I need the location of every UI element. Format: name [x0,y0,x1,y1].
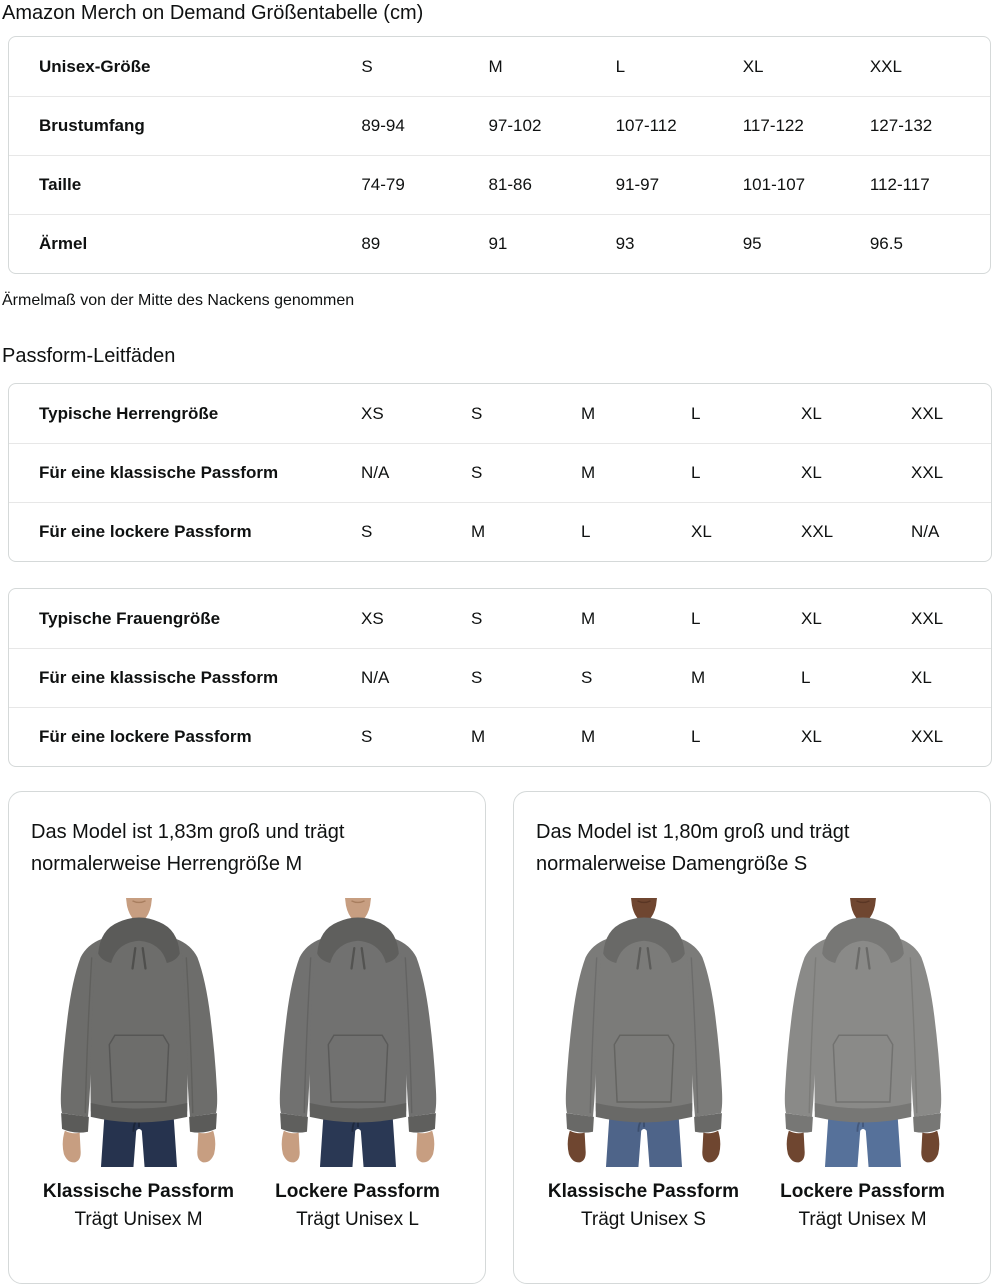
table-row [9,707,991,766]
measurement-cell: 91-97 [609,155,736,214]
size-cell: N/A [331,443,441,502]
table-row [9,155,990,214]
size-cell: XXL [771,502,881,561]
size-cell: XL [771,707,881,766]
size-cell: S [331,707,441,766]
row-label: Für eine klassische Passform [9,443,331,502]
size-cell: L [551,502,661,561]
row-label: Für eine klassische Passform [9,648,331,707]
female-model-classic-fit-photo [542,898,746,1167]
size-column-header: L [691,403,701,423]
size-column-header: M [581,608,596,628]
fit-label: Klassische Passform [547,1181,740,1202]
size-column-header: XL [801,608,822,628]
size-cell: M [441,707,551,766]
size-column-header: M [488,56,503,76]
table-row [9,502,991,561]
size-cell: L [661,443,771,502]
size-cell: XXL [881,707,991,766]
size-column-header: XS [361,608,384,628]
page-title: Amazon Merch on Demand Größentabelle (cm) [2,2,424,24]
size-column-header: S [361,56,373,76]
table-row [9,648,991,707]
model-figures [29,898,467,1235]
size-cell: XL [881,648,991,707]
table-row [9,96,990,155]
size-cell: N/A [881,502,991,561]
measurement-cell: 95 [736,214,863,273]
womens-model-card [513,791,991,1284]
table-header-row [9,589,991,648]
measurement-cell: 74-79 [354,155,481,214]
row-label: Unisex-Größe [39,56,151,76]
row-label: Typische Frauengröße [39,608,221,628]
size-column-header: XL [801,403,822,423]
measurement-cell: 112-117 [863,155,990,214]
size-cell: S [331,502,441,561]
mens-fit-guide-table [8,383,992,562]
worn-size-label: Trägt Unisex S [581,1209,706,1230]
male-model-classic-fit-photo [37,898,241,1167]
model-description: Das Model ist 1,80m groß und trägt normalerweise Damengröße S [536,821,850,875]
unisex-size-table [8,36,991,274]
worn-size-label: Trägt Unisex M [74,1209,203,1230]
table-header-row [9,37,990,96]
measurement-cell: 81-86 [481,155,608,214]
measurement-cell: 89-94 [354,96,481,155]
measurement-cell: 127-132 [863,96,990,155]
size-column-header: L [691,608,701,628]
row-label: Taille [9,155,354,214]
size-cell: M [441,502,551,561]
row-label: Für eine lockere Passform [9,707,331,766]
model-figure-classic-fit [29,898,248,1235]
measurement-cell: 91 [481,214,608,273]
table-row [9,214,990,273]
size-cell: XL [771,443,881,502]
sleeve-measurement-note: Ärmelmaß von der Mitte des Nackens genommen [2,292,355,309]
size-column-header: XL [742,56,764,76]
size-cell: M [551,443,661,502]
model-figures [534,898,972,1235]
model-cards [8,791,997,1284]
size-cell: S [551,648,661,707]
fit-label: Lockere Passform [275,1181,440,1202]
size-cell: S [441,648,551,707]
size-cell: L [771,648,881,707]
measurement-cell: 101-107 [736,155,863,214]
size-column-header: S [471,403,483,423]
fit-label: Klassische Passform [42,1181,235,1202]
male-model-loose-fit-photo [256,898,460,1167]
measurement-cell: 89 [354,214,481,273]
fit-guides-heading: Passform-Leitfäden [2,345,176,367]
size-column-header: XXL [911,403,944,423]
size-column-header: L [615,56,626,76]
size-column-header: XXL [869,56,902,76]
size-column-header: XXL [911,608,944,628]
model-figure-loose-fit [753,898,972,1235]
size-cell: L [661,707,771,766]
table-header-row [9,384,991,443]
female-model-loose-fit-photo [761,898,965,1167]
row-label: Für eine lockere Passform [9,502,331,561]
size-cell: S [441,443,551,502]
worn-size-label: Trägt Unisex M [798,1209,927,1230]
size-column-header: M [581,403,596,423]
measurement-cell: 93 [609,214,736,273]
row-label: Ärmel [9,214,354,273]
size-column-header: XS [361,403,384,423]
measurement-cell: 96.5 [863,214,990,273]
size-cell: XXL [881,443,991,502]
size-cell: M [661,648,771,707]
measurement-cell: 117-122 [736,96,863,155]
worn-size-label: Trägt Unisex L [296,1209,419,1230]
row-label: Typische Herrengröße [39,403,219,423]
measurement-cell: 107-112 [609,96,736,155]
fit-label: Lockere Passform [780,1181,945,1202]
mens-model-card [8,791,486,1284]
table-row [9,443,991,502]
size-column-header: S [471,608,483,628]
model-figure-loose-fit [248,898,467,1235]
size-cell: N/A [331,648,441,707]
measurement-cell: 97-102 [481,96,608,155]
row-label: Brustumfang [9,96,354,155]
model-description: Das Model ist 1,83m groß und trägt normalerweise Herrengröße M [31,821,345,875]
model-figure-classic-fit [534,898,753,1235]
size-cell: XL [661,502,771,561]
womens-fit-guide-table [8,588,992,767]
size-cell: M [551,707,661,766]
